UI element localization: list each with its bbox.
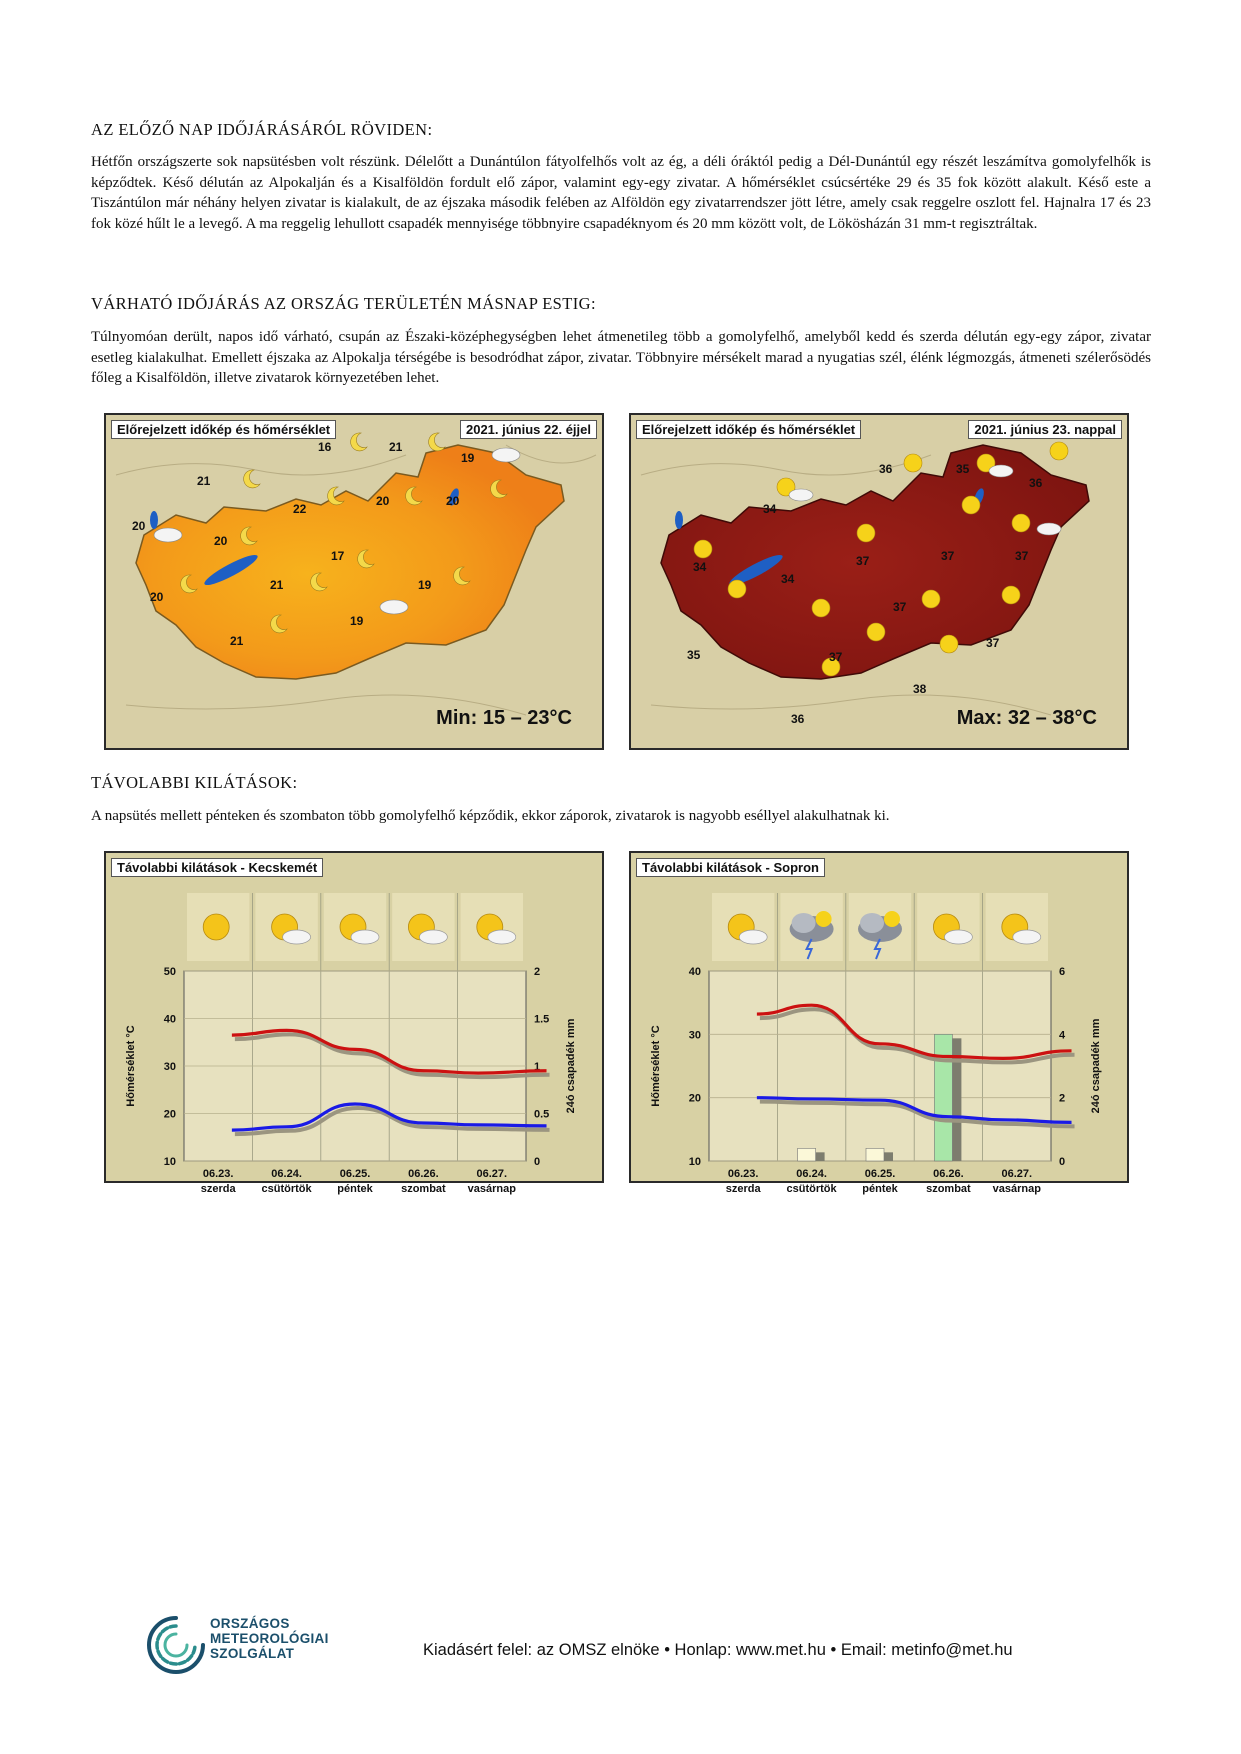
svg-text:37: 37	[1015, 549, 1029, 563]
map-panel-night	[104, 413, 604, 750]
svg-text:35: 35	[687, 648, 701, 662]
small-cloud	[739, 930, 767, 944]
svg-text:36: 36	[791, 712, 805, 726]
y2-tick-label: 2	[534, 966, 541, 978]
lake-ferto	[675, 511, 683, 529]
svg-text:36: 36	[1029, 476, 1043, 490]
svg-text:20: 20	[150, 590, 164, 604]
precip-bar	[866, 1148, 884, 1161]
x-tick-label: 06.27.	[1001, 1168, 1033, 1180]
svg-text:37: 37	[893, 600, 907, 614]
x-tick-label: 06.23.	[727, 1168, 759, 1180]
svg-text:19: 19	[350, 614, 364, 628]
svg-text:37: 37	[941, 549, 955, 563]
section-heading-yesterday: AZ ELŐZŐ NAP IDŐJÁRÁSÁRÓL RÖVIDEN:	[91, 120, 433, 139]
y2-tick-label: 6	[1059, 966, 1066, 978]
small-cloud	[944, 930, 972, 944]
svg-text:21: 21	[197, 474, 211, 488]
map-day-svg	[631, 415, 1127, 748]
map-day-range: Max: 32 – 38°C	[956, 707, 1097, 729]
y-tick-label: 10	[688, 1156, 701, 1168]
x-tick-label: 06.27.	[476, 1168, 508, 1180]
x-tick-label: 06.25.	[339, 1168, 371, 1180]
svg-text:35: 35	[956, 462, 970, 476]
x-tick-label: 06.26.	[408, 1168, 439, 1180]
svg-text:21: 21	[270, 578, 284, 592]
y-tick-label: 40	[163, 1013, 176, 1026]
svg-text:22: 22	[293, 502, 307, 516]
logo-line-1: ORSZÁGOS	[210, 1616, 290, 1631]
y-tick-label: 10	[163, 1156, 176, 1168]
weather-icons	[187, 893, 523, 961]
chart-sopron-svg	[631, 853, 1127, 1195]
svg-text:20: 20	[446, 494, 460, 508]
chart-panel-kecskemet	[104, 851, 604, 1195]
precip-bar-shadow	[816, 1152, 825, 1161]
svg-text:21: 21	[230, 634, 244, 648]
omsz-logo-text	[210, 1616, 329, 1661]
svg-text:37: 37	[856, 554, 870, 568]
svg-text:37: 37	[829, 650, 843, 664]
svg-text:19: 19	[418, 578, 432, 592]
map-night-date: 2021. június 22. éjjel	[460, 420, 597, 439]
small-cloud	[1013, 930, 1041, 944]
y-tick-label: 40	[688, 966, 701, 978]
y2-tick-label: 2	[1059, 1092, 1066, 1105]
map-panel-day	[629, 413, 1129, 750]
y2-tick-label: 4	[1059, 1029, 1066, 1042]
x-day-label: vasárnap	[467, 1183, 516, 1195]
x-day-label: szombat	[926, 1183, 971, 1195]
svg-text:36: 36	[879, 462, 893, 476]
y-axis-label: Hőmérséklet °C	[125, 1025, 137, 1107]
y-tick-label: 50	[163, 966, 176, 978]
section-heading-outlook: TÁVOLABBI KILÁTÁSOK:	[91, 773, 298, 792]
x-tick-label: 06.24.	[271, 1168, 302, 1180]
svg-text:37: 37	[986, 636, 1000, 650]
y2-tick-label: 0	[1059, 1156, 1066, 1168]
x-day-label: vasárnap	[992, 1183, 1041, 1195]
x-tick-label: 06.24.	[796, 1168, 827, 1180]
svg-text:38: 38	[913, 682, 927, 696]
precip-bar-shadow	[884, 1152, 893, 1161]
paragraph-forecast: Túlnyomóan derült, napos idő várható, csupán az Északi-középhegységben lehet átmenetileg több a gomolyfelhő, amelyből kedd és szerda délután egy-egy zápor, zivatar esetleg kialakulhat. Emellett éjszaka az Alpokalja térségébe is besodródhat zápor, zivatar. Többnyire mérsékelt marad a nyugatias szél, élénk légmozgás, átmeneti szélerősödés főleg a Kisalföldön, illetve zivatarok környezetében lehet.	[91, 329, 1151, 386]
y2-tick-label: 0.5	[534, 1108, 550, 1121]
svg-text:20: 20	[132, 519, 146, 533]
y2-tick-label: 1.5	[534, 1013, 550, 1026]
x-day-label: péntek	[337, 1183, 373, 1195]
x-day-label: szerda	[200, 1183, 236, 1195]
map-night-title: Előrejelzett időkép és hőmérséklet	[111, 420, 336, 439]
y2-tick-label: 0	[534, 1156, 541, 1168]
y-tick-label: 30	[163, 1061, 176, 1073]
x-day-label: csütörtök	[786, 1183, 837, 1195]
sun-disc	[203, 914, 229, 940]
storm-sun	[884, 911, 900, 927]
lake-ferto	[150, 511, 158, 529]
paragraph-yesterday: Hétfőn országszerte sok napsütésben volt részünk. Délelőtt a Dunántúlon fátyolfelhős volt az ég, a déli óráktól pedig a Dél-Dunántúl egy részét leszámítva gomolyfelhők is képződtek. Késő délután az Alpokalján és a Kisalföldön fordult elő zápor, valamint egy-egy zivatar. A hőmérséklet csúcsértéke 29 és 35 fok között alakult. Késő este a Tiszántúlon már néhány helyen zivatar is kialakult, de az éjszaka második felében az Alföldön egy zivatarrendszer jött létre, amely csak reggelre oszlott fel. Hajnalra 17 és 23 fok közé hűlt le a levegő. A ma reggelig lehullott csapadék mennyisége többnyire csapadéknyom és 20 mm között volt, de Lökösházán 31 mm-t regisztráltak.	[91, 154, 1151, 232]
footer-contact: Kiadásért felel: az OMSZ elnöke • Honlap: www.met.hu • Email: metinfo@met.hu	[423, 1641, 1013, 1659]
x-tick-label: 06.23.	[202, 1168, 234, 1180]
y2-axis-label: 24ó csapadék mm	[565, 1018, 577, 1114]
small-cloud	[283, 930, 311, 944]
y-tick-label: 20	[688, 1092, 701, 1105]
svg-text:19: 19	[461, 451, 475, 465]
x-tick-label: 06.26.	[933, 1168, 964, 1180]
svg-text:20: 20	[214, 534, 228, 548]
svg-text:34: 34	[763, 502, 777, 516]
x-day-label: péntek	[862, 1183, 898, 1195]
chart-sopron-title: Távolabbi kilátások - Sopron	[636, 858, 825, 877]
svg-text:21: 21	[389, 440, 403, 454]
x-day-label: szombat	[401, 1183, 446, 1195]
y-tick-label: 30	[688, 1029, 701, 1042]
small-cloud	[488, 930, 516, 944]
svg-text:16: 16	[318, 440, 332, 454]
y2-tick-label: 1	[534, 1061, 541, 1073]
svg-text:17: 17	[331, 549, 345, 563]
x-tick-label: 06.25.	[864, 1168, 896, 1180]
chart-kecskemet-title: Távolabbi kilátások - Kecskemét	[111, 858, 323, 877]
x-day-label: szerda	[725, 1183, 761, 1195]
svg-text:34: 34	[693, 560, 707, 574]
storm-cloud-top	[860, 913, 884, 933]
chart-kecskemet-svg	[106, 853, 602, 1195]
paragraph-outlook: A napsütés mellett pénteken és szombaton több gomolyfelhő képződik, ekkor záporok, zivatarok is nagyobb eséllyel alakulhatnak ki.	[91, 808, 890, 824]
map-day-date: 2021. június 23. nappal	[968, 420, 1122, 439]
y-tick-label: 20	[163, 1108, 176, 1121]
y2-axis-label: 24ó csapadék mm	[1090, 1018, 1102, 1114]
map-day-title: Előrejelzett időkép és hőmérséklet	[636, 420, 861, 439]
y-axis-label: Hőmérséklet °C	[650, 1025, 662, 1107]
logo-line-2: METEOROLÓGIAI	[210, 1631, 329, 1646]
small-cloud	[351, 930, 379, 944]
plot-area	[709, 971, 1051, 1161]
storm-sun	[816, 911, 832, 927]
svg-text:20: 20	[376, 494, 390, 508]
precip-bar	[934, 1034, 952, 1161]
map-night-range: Min: 15 – 23°C	[436, 707, 572, 729]
logo-line-3: SZOLGÁLAT	[210, 1646, 295, 1661]
section-heading-forecast: VÁRHATÓ IDŐJÁRÁS AZ ORSZÁG TERÜLETÉN MÁSNAP ESTIG:	[91, 294, 596, 313]
small-cloud	[419, 930, 447, 944]
precip-bar	[798, 1148, 816, 1161]
map-night-svg	[106, 415, 602, 748]
storm-cloud-top	[792, 913, 816, 933]
weather-icons	[712, 893, 1048, 961]
omsz-logo-icon	[143, 1612, 209, 1678]
chart-panel-sopron	[629, 851, 1129, 1195]
svg-text:34: 34	[781, 572, 795, 586]
x-day-label: csütörtök	[261, 1183, 312, 1195]
